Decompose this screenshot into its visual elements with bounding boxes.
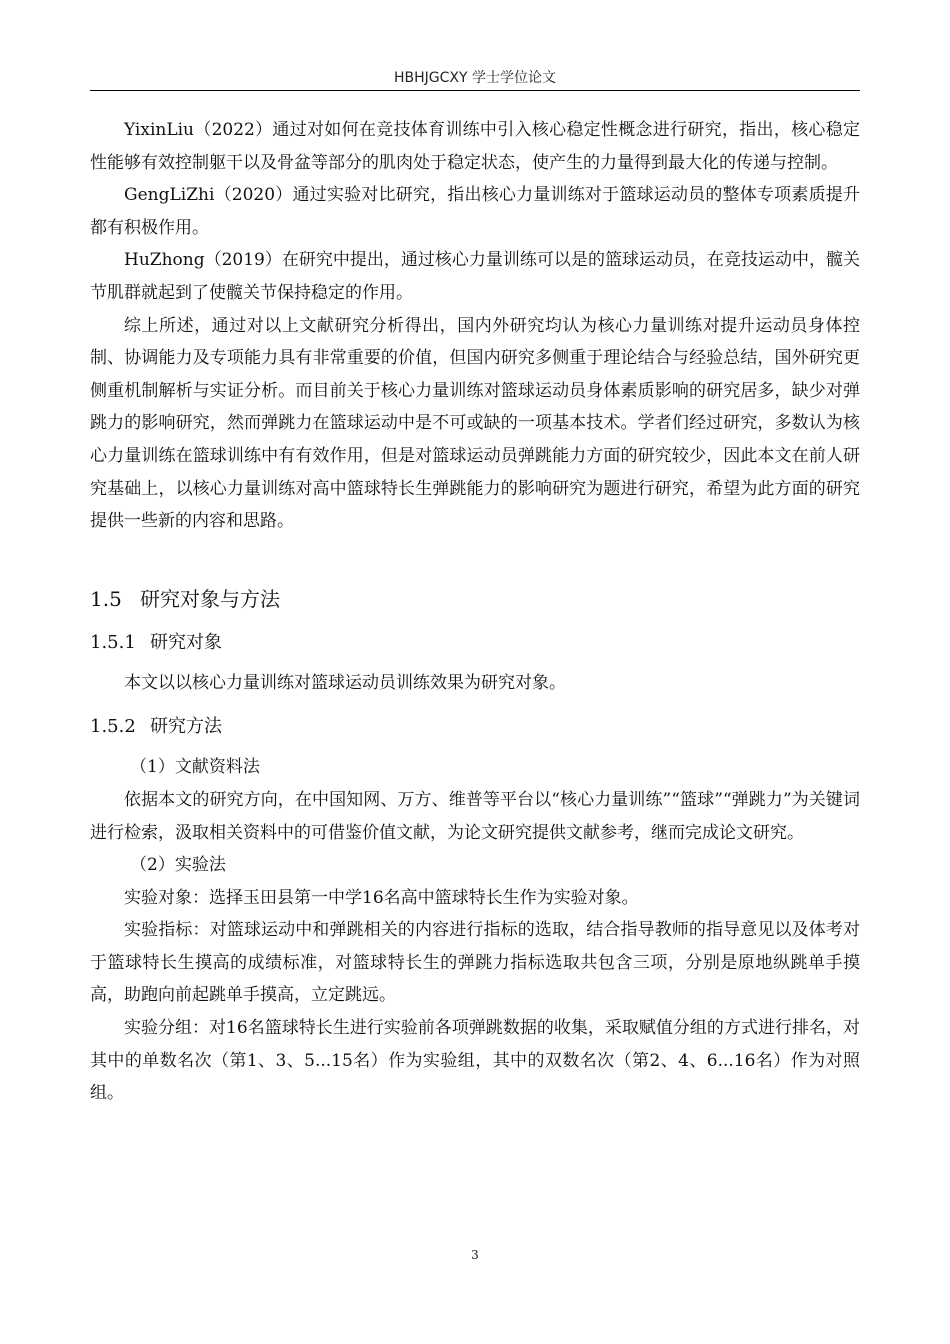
page-header: HBHJGCXY 学士学位论文 xyxy=(393,70,556,86)
paragraph-literature-method: 依据本文的研究方向，在中国知网、万方、维普等平台以“核心力量训练”“篮球”“弹跳力”为关键词进行检索，汲取相关资料中的可借鉴价值文献，为论文研究提供文献参考，继而完成论文研究。 xyxy=(90,789,860,843)
page-content xyxy=(90,114,860,1110)
subsection-title: 研究对象 xyxy=(150,631,222,653)
subsection-title: 研究方法 xyxy=(150,716,222,738)
subsection-heading-1-5-1 xyxy=(90,627,860,659)
paragraph-experiment-grouping: 实验分组：对16名篮球特长生进行实验前各项弹跳数据的收集，采取赋值分组的方式进行排名，对其中的单数名次（第1、3、5...15名）作为实验组，其中的双数名次（第2、4、6...16名）作为对照组。 xyxy=(90,1018,860,1104)
paragraph-experiment-indicators: 实验指标：对篮球运动中和弹跳相关的内容进行指标的选取，结合指导教师的指导意见以及体考对于篮球特长生摸高的成绩标准，对篮球特长生的弹跳力指标选取共包含三项，分别是原地纵跳单手摸高，助跑向前起跳单手摸高，立定跳远。 xyxy=(90,920,860,1006)
paragraph-experiment-subjects: 实验对象：选择玉田县第一中学16名高中篮球特长生作为实验对象。 xyxy=(124,887,639,908)
paragraph-yixinliu: YixinLiu（2022）通过对如何在竞技体育训练中引入核心稳定性概念进行研究，指出，核心稳定性能够有效控制躯干以及骨盆等部分的肌肉处于稳定状态，使产生的力量得到最大化的传递与控制。 xyxy=(90,120,860,173)
paragraph-huzhong: HuZhong（2019）在研究中提出，通过核心力量训练可以是的篮球运动员，在竞技运动中，髋关节肌群就起到了使髋关节保持稳定的作用。 xyxy=(90,250,860,303)
method-1-label: （1）文献资料法 xyxy=(130,757,260,778)
section-number: 1.5 xyxy=(90,586,122,611)
paragraph-research-object: 本文以以核心力量训练对篮球运动员训练效果为研究对象。 xyxy=(124,672,566,693)
page-number: 3 xyxy=(471,1248,479,1262)
subsection-number: 1.5.1 xyxy=(90,631,136,653)
header-rule xyxy=(90,90,860,91)
paragraph-genglizhi: GengLiZhi（2020）通过实验对比研究，指出核心力量训练对于篮球运动员的整体专项素质提升都有积极作用。 xyxy=(90,185,860,238)
section-heading-1-5 xyxy=(90,583,860,615)
subsection-heading-1-5-2 xyxy=(90,711,860,743)
section-title: 研究对象与方法 xyxy=(140,586,280,611)
method-2-label: （2）实验法 xyxy=(130,855,226,876)
paragraph-summary: 综上所述，通过对以上文献研究分析得出，国内外研究均认为核心力量训练对提升运动员身体控制、协调能力及专项能力具有非常重要的价值，但国内研究多侧重于理论结合与经验总结，国外研究更侧重机制解析与实证分析。而目前关于核心力量训练对篮球运动员身体素质影响的研究居多，缺少对弹跳力的影响研究，然而弹跳力在篮球运动中是不可或缺的一项基本技术。学者们经过研究，多数认为核心力量训练在篮球训练中有有效作用，但是对篮球运动员弹跳能力方面的研究较少，因此本文在前人研究基础上，以核心力量训练对高中篮球特长生弹跳能力的影响研究为题进行研究，希望为此方面的研究提供一些新的内容和思路。 xyxy=(90,315,860,532)
subsection-number: 1.5.2 xyxy=(90,716,136,738)
